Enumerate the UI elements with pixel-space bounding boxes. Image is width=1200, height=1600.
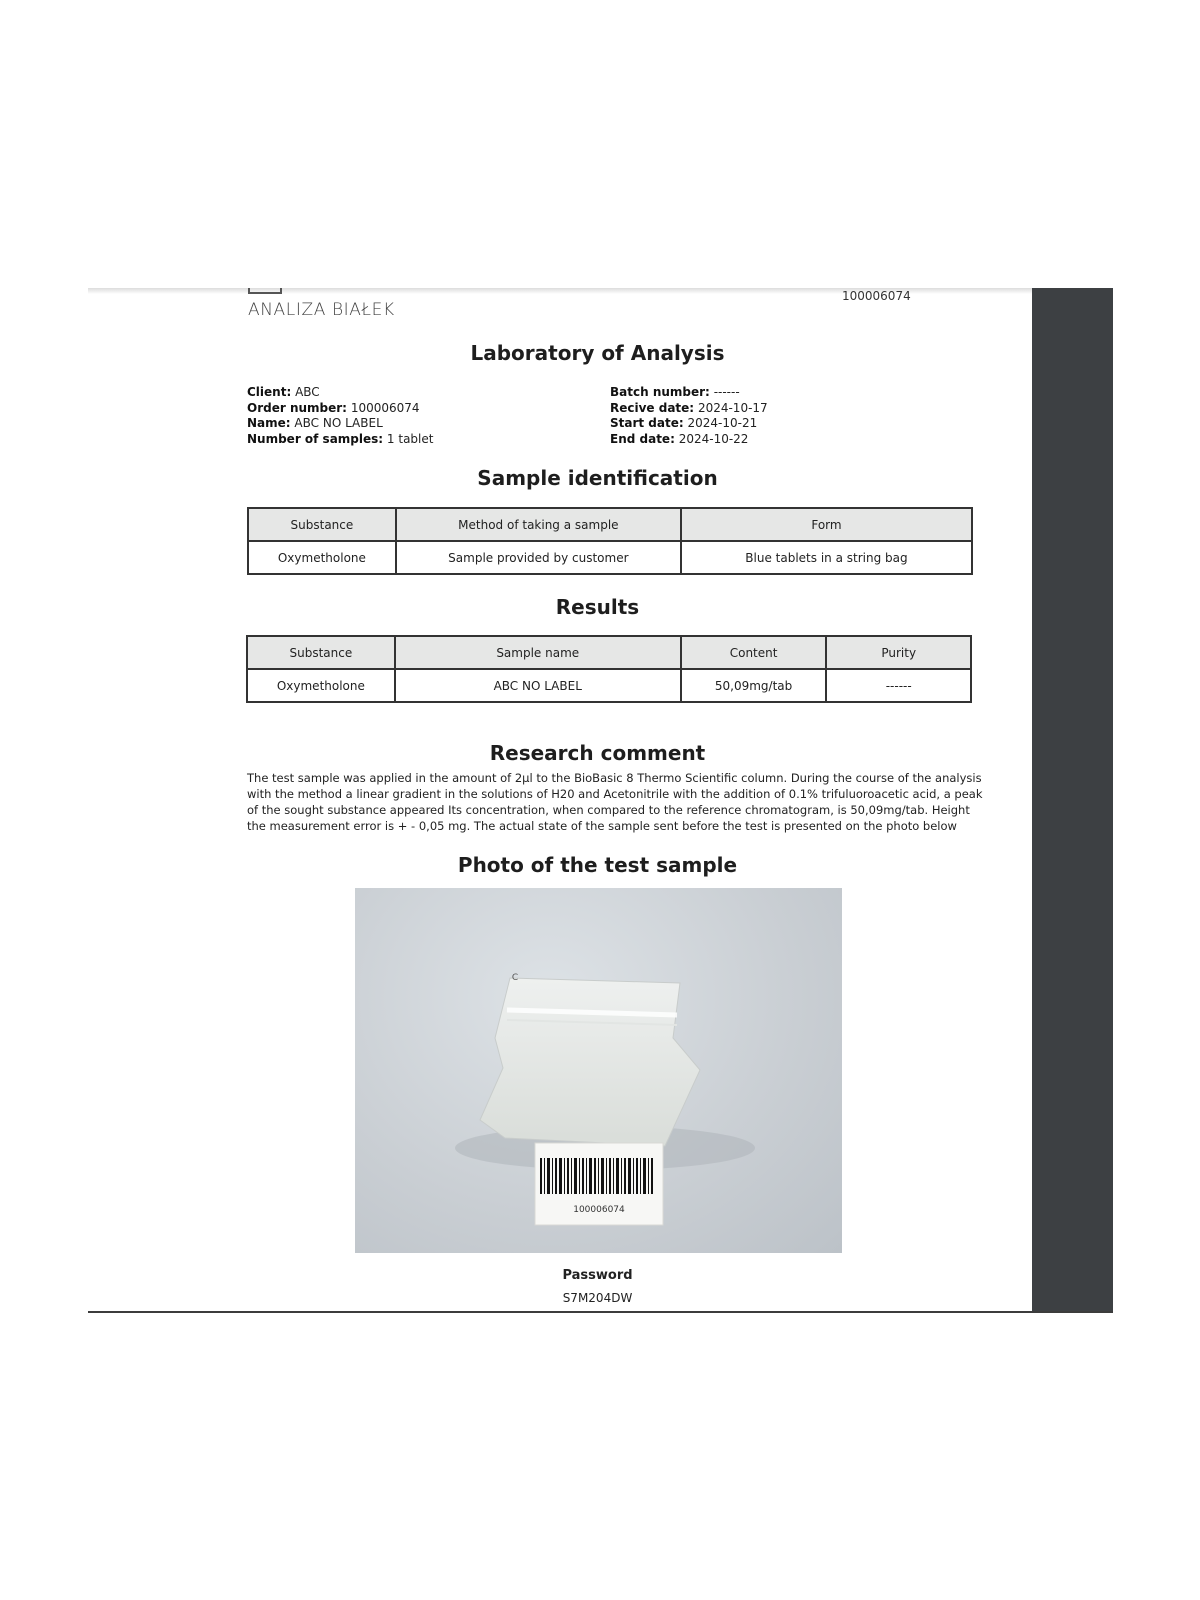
order-number-label: Order number:	[247, 400, 347, 415]
table-header-cell: Substance	[247, 636, 395, 669]
logo-icon	[248, 288, 282, 294]
table-cell: ABC NO LABEL	[395, 669, 681, 702]
recive-date-label: Recive date:	[610, 400, 695, 415]
table-header-cell: Sample name	[395, 636, 681, 669]
results-heading: Results	[555, 595, 640, 619]
client-info	[247, 385, 433, 447]
password-label: Password	[562, 1268, 633, 1283]
photo-heading: Photo of the test sample	[457, 853, 738, 877]
name-value: ABC NO LABEL	[294, 416, 383, 430]
samples-row	[247, 432, 433, 448]
table-cell: Oxymetholone	[247, 669, 395, 702]
samples-label: Number of samples:	[247, 431, 384, 446]
table-row	[248, 541, 972, 574]
batch-info	[610, 385, 768, 447]
table-cell: Oxymetholone	[248, 541, 396, 574]
table-header-cell: Method of taking a sample	[396, 508, 681, 541]
table-header-cell: Form	[681, 508, 972, 541]
page-title: Laboratory of Analysis	[470, 341, 725, 365]
viewer-side-panel[interactable]	[1032, 288, 1113, 1313]
end-date-value: 2024-10-22	[678, 431, 749, 446]
page-bottom-edge	[88, 1311, 1113, 1313]
photo-bag-mark: C	[511, 973, 519, 983]
document-number: 100006074	[842, 289, 911, 303]
table-cell: Sample provided by customer	[396, 541, 681, 574]
recive-date-row	[610, 401, 768, 417]
table-header-row	[247, 636, 971, 669]
sample-identification-heading: Sample identification	[477, 466, 718, 490]
name-row	[247, 416, 433, 432]
start-date-label: Start date:	[610, 416, 684, 430]
research-comment-text: The test sample was applied in the amount of 2µl to the BioBasic 8 Thermo Scientific column. During the course of the analysis with the method a linear gradient in the solutions of H20 and Acetonitrile with the addition of 0.1% trifuluoroacetic acid, a peak of the sought substance appeared Its concentration, when compared to the reference chromatogram, is 50,09mg/tab. Height the measurement error is + - 0,05 mg. The actual state of the sample sent before the test is presented on the photo below	[247, 771, 983, 833]
results-table	[246, 635, 972, 703]
table-cell: Blue tablets in a string bag	[681, 541, 972, 574]
end-date-row	[610, 432, 768, 448]
client-row	[247, 385, 433, 401]
table-cell: 50,09mg/tab	[681, 669, 827, 702]
name-label: Name:	[247, 416, 291, 430]
table-header-row	[248, 508, 972, 541]
table-cell: ------	[826, 669, 971, 702]
start-date-value: 2024-10-21	[687, 416, 758, 430]
table-header-cell: Content	[681, 636, 827, 669]
research-comment-heading: Research comment	[489, 741, 706, 765]
table-header-cell: Substance	[248, 508, 396, 541]
order-number-value: 100006074	[350, 400, 420, 415]
batch-label: Batch number:	[610, 385, 710, 399]
batch-row	[610, 385, 768, 401]
order-number-row	[247, 401, 433, 417]
photo-label-number: 100006074	[573, 1205, 625, 1215]
table-row	[247, 669, 971, 702]
sample-photo	[355, 888, 842, 1253]
recive-date-value: 2024-10-17	[697, 400, 768, 415]
batch-value: ------	[713, 385, 740, 399]
end-date-label: End date:	[610, 431, 675, 446]
sample-identification-table	[247, 507, 973, 575]
samples-value: 1 tablet	[386, 431, 434, 446]
client-value: ABC	[295, 385, 320, 399]
start-date-row	[610, 416, 768, 432]
sample-bag-illustration	[355, 888, 842, 1253]
password-value: S7M204DW	[562, 1291, 633, 1305]
company-logo-text: ANALIZA BIAŁEK	[248, 300, 395, 320]
table-header-cell: Purity	[826, 636, 971, 669]
client-label: Client:	[247, 385, 292, 399]
